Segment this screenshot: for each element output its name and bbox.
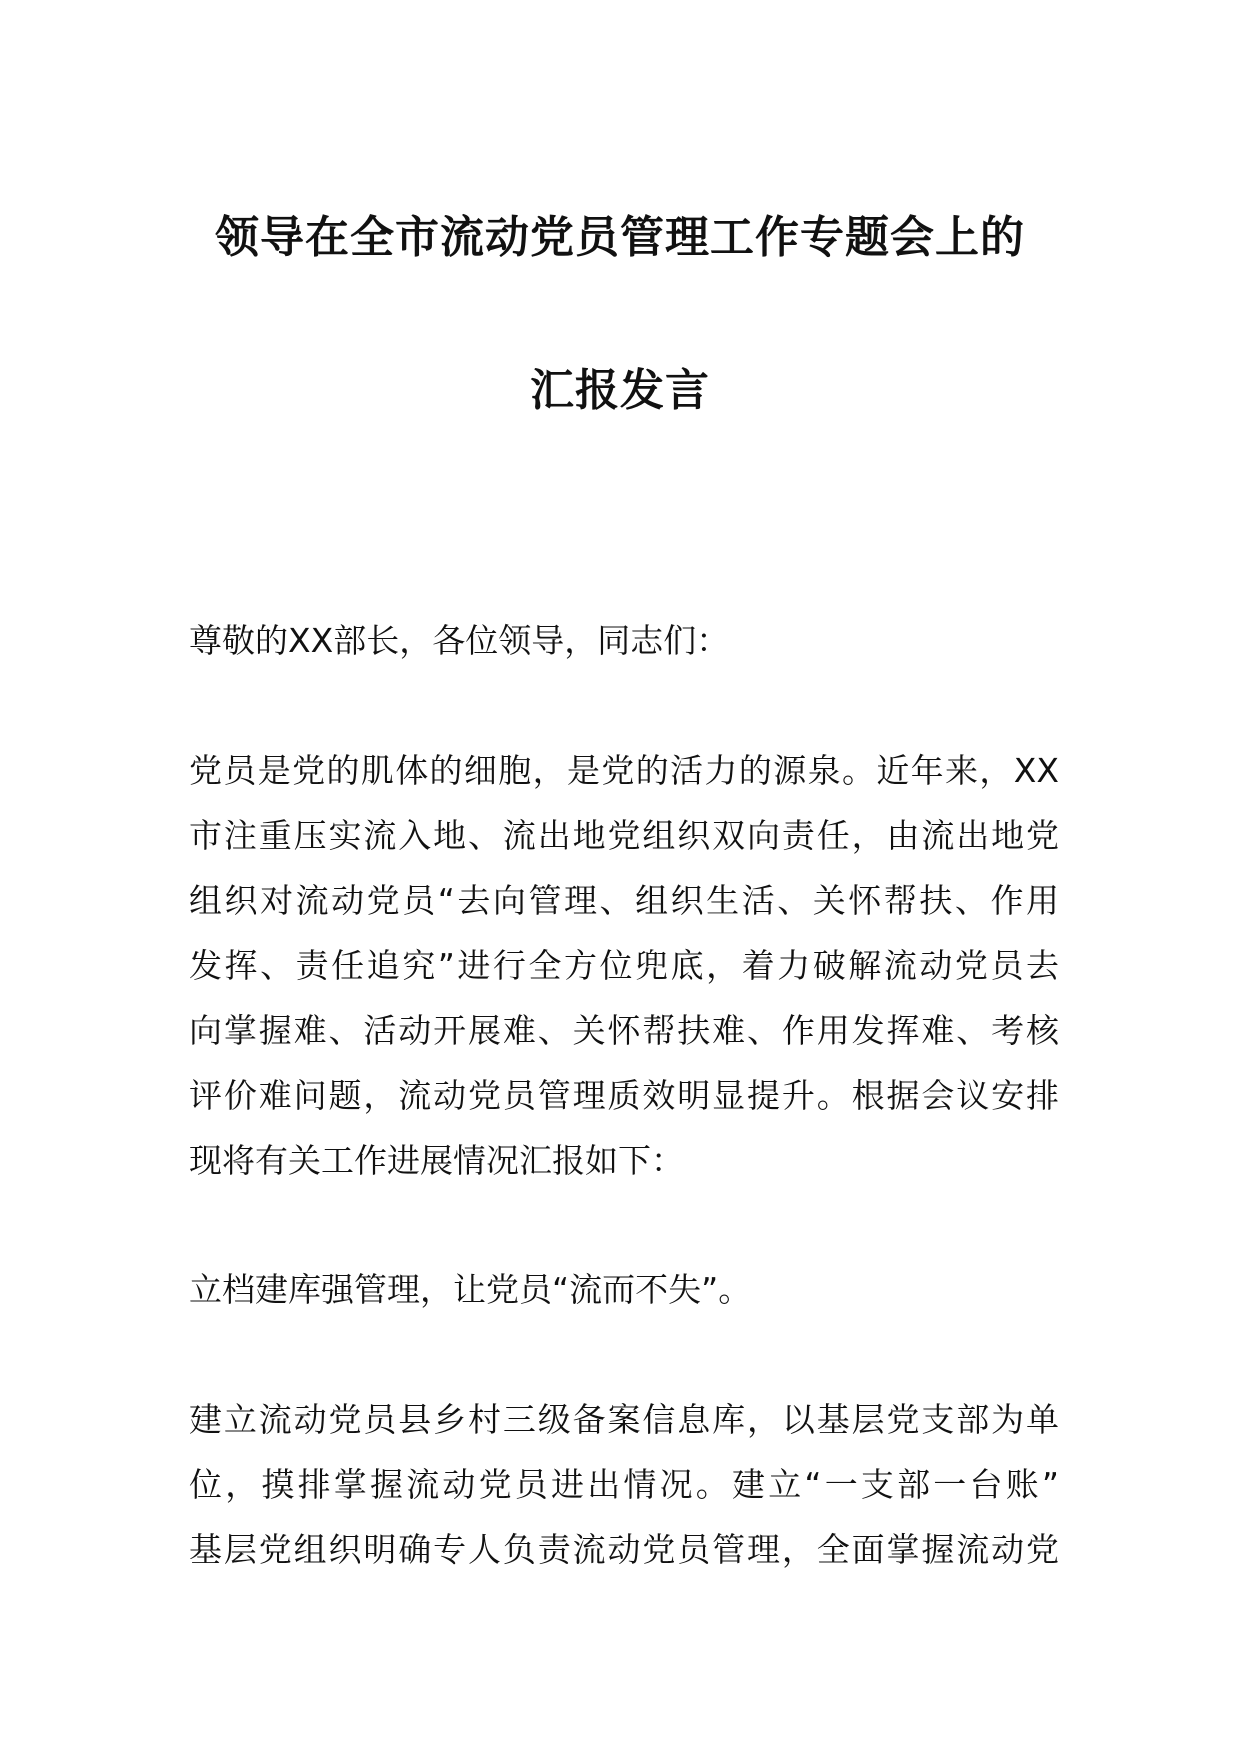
salutation: 尊敬的XX部长，各位领导，同志们：	[189, 621, 730, 660]
paragraph-line: 向掌握难、活动开展难、关怀帮扶难、作用发挥难、考核	[189, 1011, 1059, 1050]
paragraph-line: 发挥、责任追究”进行全方位兜底，着力破解流动党员去	[189, 946, 1059, 985]
document-title-line-1: 领导在全市流动党员管理工作专题会上的	[215, 212, 1025, 263]
paragraph-line: 市注重压实流入地、流出地党组织双向责任，由流出地党	[189, 816, 1059, 855]
paragraph-line: 基层党组织明确专人负责流动党员管理，全面掌握流动党	[189, 1530, 1059, 1569]
document-title-line-2: 汇报发言	[530, 365, 710, 416]
paragraph-line: 建立流动党员县乡村三级备案信息库，以基层党支部为单	[189, 1400, 1059, 1439]
paragraph-line: 评价难问题，流动党员管理质效明显提升。根据会议安排	[189, 1076, 1059, 1115]
paragraph-line: 组织对流动党员“去向管理、组织生活、关怀帮扶、作用	[189, 881, 1059, 920]
paragraph-line: 现将有关工作进展情况汇报如下：	[189, 1141, 684, 1180]
paragraph-intro	[189, 738, 1059, 1193]
section-heading: 立档建库强管理，让党员“流而不失”。	[189, 1270, 752, 1309]
paragraph-line: 位，摸排掌握流动党员进出情况。建立“一支部一台账”	[189, 1465, 1059, 1504]
paragraph-section-1	[189, 1387, 1059, 1582]
paragraph-line: 党员是党的肌体的细胞，是党的活力的源泉。近年来，XX	[189, 751, 1059, 790]
